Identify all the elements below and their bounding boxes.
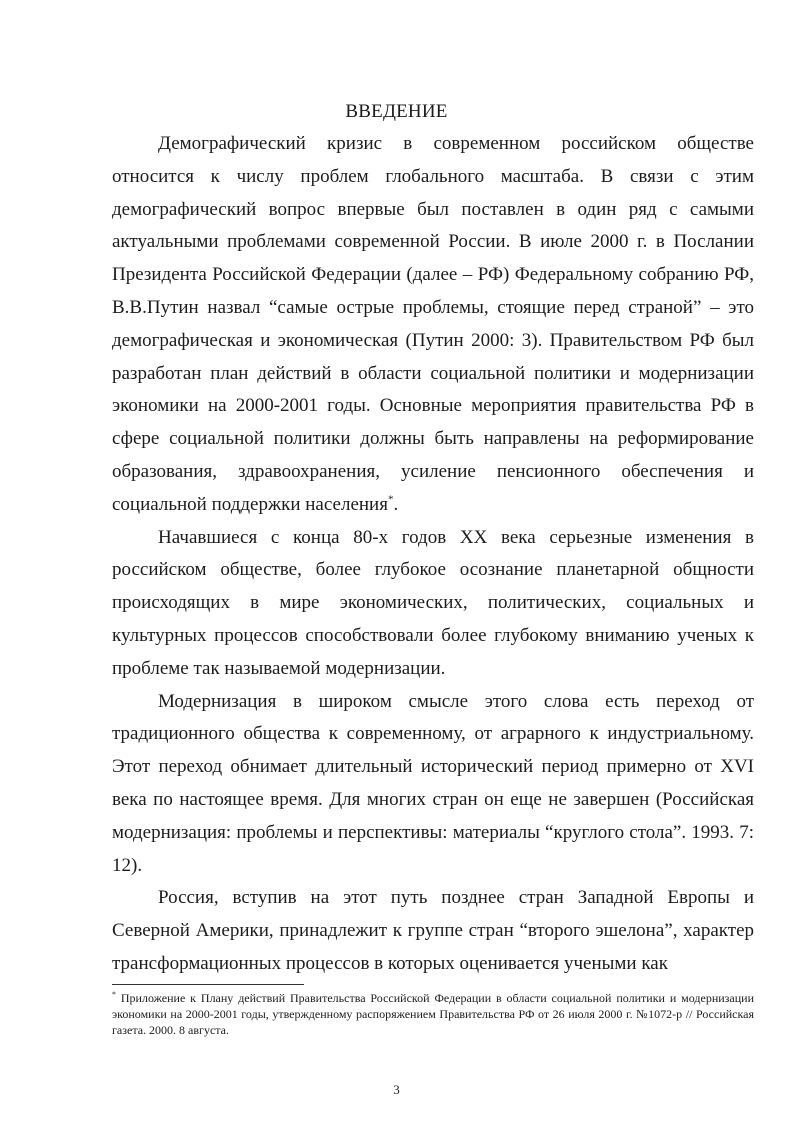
page-heading: ВВЕДЕНИЕ bbox=[345, 101, 448, 122]
body-text bbox=[112, 128, 754, 981]
paragraph-1-end: . bbox=[393, 493, 399, 515]
footnote bbox=[112, 990, 754, 1038]
paragraph-2: Начавшиеся с конца 80-х годов XX века серьезные изменения в российском обществе, более глубокое осознание планетарной общности происходящих в мире экономических, политических, социальных и культурных процессов способствовали более глубокому вниманию ученых к проблеме так называемой модернизации. bbox=[112, 526, 754, 679]
footnote-text: Приложение к Плану действий Правительства Российской Федерации в области социальной политики и модернизации экономики на 2000-2001 годы, утвержденному распоряжением Правительства РФ от 26 июля 2000 г. №1072-р // Российская газета. 2000. 8 августа. bbox=[112, 991, 755, 1037]
paragraph-1 bbox=[112, 128, 754, 522]
footnote-marker: * bbox=[112, 990, 116, 999]
paragraph-4: Россия, вступив на этот путь позднее стран Западной Европы и Северной Америки, принадлежит к группе стран “второго эшелона”, характер трансформационных процессов в которых оценивается учеными как bbox=[112, 887, 754, 974]
paragraph-1-text: Демографический кризис в современном российском обществе относится к числу проблем глобального масштаба. В связи с этим демографический вопрос впервые был поставлен в один ряд с самыми актуальными проблемами современной России. В июле 2000 г. в Послании Президента Российской Федерации (далее – РФ) Федеральному собранию РФ, В.В.Путин назвал “самые острые проблемы, стоящие перед страной” – это демографическая и экономическая (Путин 2000: 3). Правительством РФ был разработан план действий в области социальной политики и модернизации экономики на 2000-2001 годы. Основные мероприятия правительства РФ в сфере социальной политики должны быть направлены на реформирование образования, здравоохранения, усиление пенсионного обеспечения и социальной поддержки населения bbox=[112, 133, 754, 515]
footnote-reference: * bbox=[387, 493, 394, 506]
footnote-separator bbox=[112, 984, 304, 985]
paragraph-3: Модернизация в широком смысле этого слова есть переход от традиционного общества к современному, от аграрного к индустриальному. Этот переход обнимает длительный исторический период примерно от XVI века по настоящее время. Для многих стран он еще не завершен (Российская модернизация: проблемы и перспективы: материалы “круглого стола”. 1993. 7: 12). bbox=[112, 690, 754, 876]
page-number: 3 bbox=[393, 1082, 400, 1097]
